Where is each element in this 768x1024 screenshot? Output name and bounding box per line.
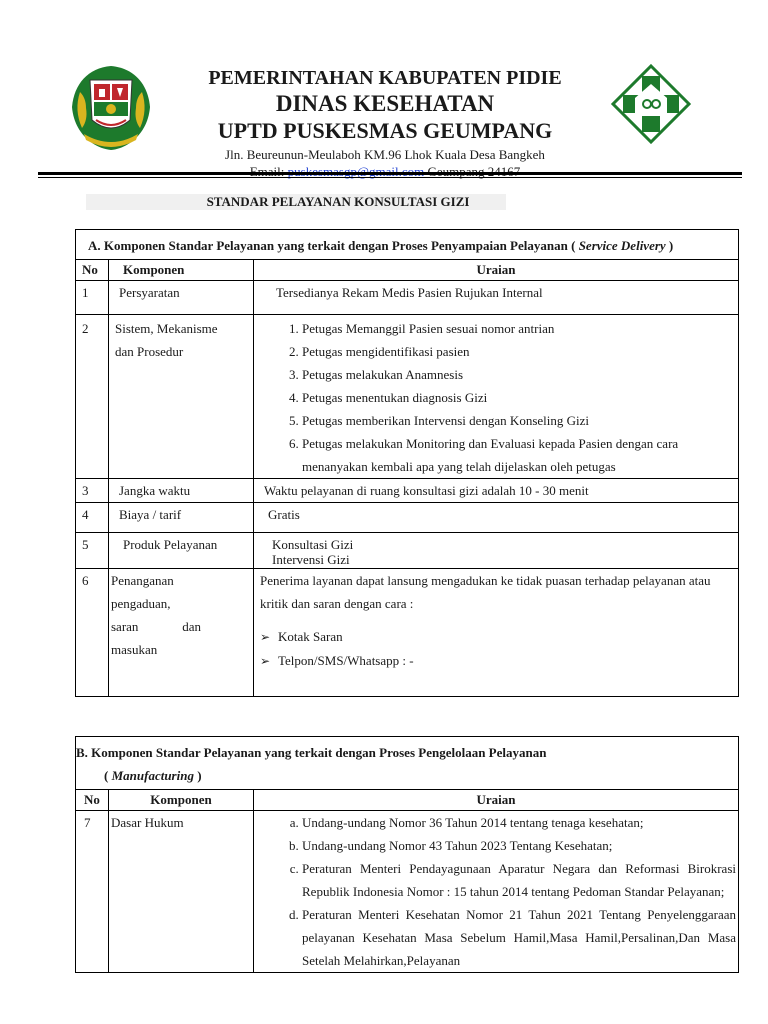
list-item: 2. Petugas mengidentifikasi pasien: [302, 340, 732, 363]
list-item: 1. Petugas Memanggil Pasien sesuai nomor antrian: [302, 317, 732, 340]
table-row: [76, 503, 739, 533]
row-komponen: Biaya / tarif: [109, 503, 254, 533]
address-line: Jln. Beureunun-Meulaboh KM.96 Lhok Kuala Desa Bangkeh: [225, 147, 545, 162]
table-row: [76, 811, 739, 973]
section-b-heading-close: ): [193, 768, 202, 783]
section-b-heading-text: B. Komponen Standar Pelayanan yang terkait dengan Proses Pengelolaan Pelayanan: [76, 745, 547, 760]
puskesmas-name: UPTD PUSKESMAS GEUMPANG: [217, 118, 553, 143]
col-uraian-header: Uraian: [254, 260, 739, 281]
section-b-header-row: [76, 790, 739, 811]
list-item: 4. Petugas menentukan diagnosis Gizi: [302, 386, 732, 409]
section-a-table: [75, 229, 739, 697]
section-a-heading-text: A. Komponen Standar Pelayanan yang terkait dengan Proses Penyampaian Pelayanan (: [88, 238, 579, 253]
row-no: 5: [76, 533, 109, 569]
channel-text: Telpon/SMS/Whatsapp : -: [278, 653, 414, 668]
product-line: Konsultasi Gizi: [272, 537, 354, 552]
list-item: 5. Petugas memberikan Intervensi dengan Konseling Gizi: [302, 409, 732, 432]
list-item: b. Undang-undang Nomor 43 Tahun 2023 Tentang Kesehatan;: [302, 834, 736, 857]
section-b-heading-italic: Manufacturing: [111, 768, 194, 783]
table-row: [76, 569, 739, 697]
legal-basis-list: [260, 811, 736, 972]
list-item: 6. Petugas melakukan Monitoring dan Evaluasi kepada Pasien dengan cara menanyakan kembali apa yang telah dijelaskan oleh petugas: [302, 432, 732, 478]
section-a-heading-row: [76, 230, 739, 260]
list-item: 3. Petugas melakukan Anamnesis: [302, 363, 732, 386]
product-line: Intervensi Gizi: [272, 552, 350, 567]
row-no: 2: [76, 315, 109, 479]
row-uraian: [254, 315, 739, 479]
row-no: 4: [76, 503, 109, 533]
row-uraian: [254, 569, 739, 697]
row-komponen: [109, 569, 254, 697]
channel-text: Kotak Saran: [278, 629, 343, 644]
arrow-bullet-icon: ➢: [260, 630, 271, 644]
spacer: [260, 615, 732, 625]
section-a-heading: [76, 230, 739, 260]
col-no-header: No: [76, 260, 109, 281]
col-no-header: No: [76, 790, 109, 811]
list-item: a. Undang-undang Nomor 36 Tahun 2014 tentang tenaga kesehatan;: [302, 811, 736, 834]
arrow-bullet-icon: ➢: [260, 654, 271, 668]
komponen-word: dan: [182, 619, 201, 634]
row-komponen: Produk Pelayanan: [109, 533, 254, 569]
list-item: d. Peraturan Menteri Kesehatan Nomor 21 Tahun 2021 Tentang Penyelenggaraan pelayanan Kesehatan Masa Sebelum Hamil,Masa Hamil,Persalinan,Dan Masa Setelah Melahirkan,Pelayanan: [302, 903, 736, 972]
header-divider-thin: [38, 177, 742, 178]
list-item: c. Peraturan Menteri Pendayagunaan Aparatur Negara dan Reformasi Birokrasi Republik Indonesia Nomor : 15 tahun 2014 tentang Pedoman Standar Pelayanan;: [302, 857, 736, 903]
komponen-line: dan Prosedur: [115, 344, 184, 359]
complaint-channel-list: [260, 625, 732, 673]
department-name: DINAS KESEHATAN: [275, 91, 495, 116]
col-komponen-header: Komponen: [109, 260, 254, 281]
table-row: [76, 315, 739, 479]
table-row: [76, 281, 739, 315]
government-name: PEMERINTAHAN KABUPATEN PIDIE: [208, 67, 562, 89]
row-no: 1: [76, 281, 109, 315]
section-b-table: [75, 736, 739, 973]
komponen-word: saran: [111, 619, 139, 634]
row-no: 3: [76, 479, 109, 503]
document-title: STANDAR PELAYANAN KONSULTASI GIZI: [206, 194, 470, 209]
complaint-text: Penerima layanan dapat lansung mengadukan ke tidak puasan terhadap pelayanan atau kritik dan saran dengan cara :: [260, 573, 711, 611]
regency-emblem-icon: [66, 62, 156, 152]
komponen-line: [111, 615, 201, 638]
section-b-heading-open: (: [104, 768, 112, 783]
letterhead: [160, 66, 610, 179]
list-item: [260, 649, 732, 673]
row-uraian: Tersedianya Rekam Medis Pasien Rujukan Internal: [254, 281, 739, 315]
row-komponen: Jangka waktu: [109, 479, 254, 503]
section-b-heading: [76, 737, 739, 790]
col-uraian-header: Uraian: [254, 790, 739, 811]
komponen-line: pengaduan,: [111, 596, 171, 611]
row-uraian: Gratis: [254, 503, 739, 533]
section-b-heading-sub: [76, 764, 730, 787]
row-komponen: Dasar Hukum: [109, 811, 254, 973]
section-b-heading-row: [76, 737, 739, 790]
table-row: [76, 479, 739, 503]
section-a-heading-italic: Service Delivery: [578, 238, 666, 253]
row-komponen: [109, 315, 254, 479]
row-no: 7: [76, 811, 109, 973]
komponen-line: masukan: [111, 642, 158, 657]
row-uraian: [254, 811, 739, 973]
health-cross-icon: [611, 64, 691, 144]
list-item: [260, 625, 732, 649]
row-no: 6: [76, 569, 109, 697]
komponen-line: Penanganan: [111, 573, 174, 588]
row-komponen: Persyaratan: [109, 281, 254, 315]
row-uraian: [254, 533, 739, 569]
section-a-heading-close: ): [665, 238, 674, 253]
komponen-line: Sistem, Mekanisme: [115, 321, 218, 336]
table-row: [76, 533, 739, 569]
header-divider-thick: [38, 172, 742, 175]
row-uraian: Waktu pelayanan di ruang konsultasi gizi adalah 10 - 30 menit: [254, 479, 739, 503]
col-komponen-header: Komponen: [109, 790, 254, 811]
section-a-header-row: [76, 260, 739, 281]
procedure-list: [260, 317, 732, 478]
